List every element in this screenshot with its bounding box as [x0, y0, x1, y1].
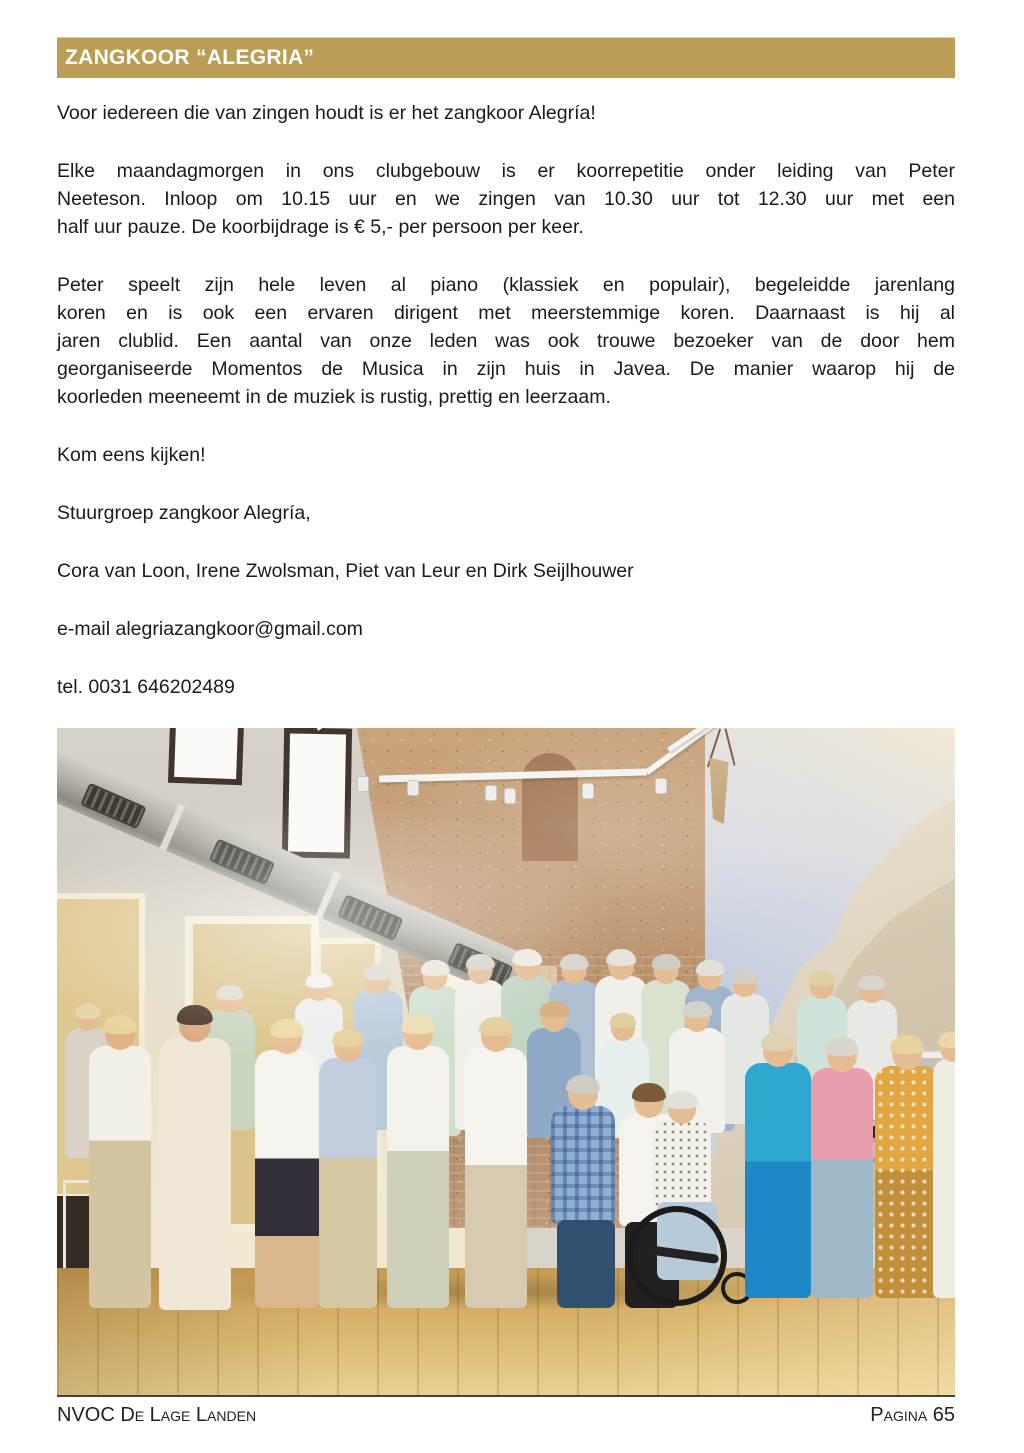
paragraph-email: [57, 615, 955, 643]
paragraph-steering: [57, 499, 955, 527]
person-figure: [811, 1068, 873, 1298]
person-legs: [557, 1220, 615, 1308]
paragraph-intro: [57, 99, 955, 127]
text-line: jaren clublid. Een aantal van onze leden was ook trouwe bezoeker van de door hem: [57, 330, 955, 352]
text-line: Neeteson. Inloop om 10.15 uur en we zingen van 10.30 uur tot 12.30 uur met een: [57, 188, 955, 210]
footer-page-number: Pagina 65: [870, 1404, 955, 1426]
paragraph-names: [57, 557, 955, 585]
section-header-bar: [57, 37, 955, 78]
text-line: Voor iedereen die van zingen houdt is er het zangkoor Alegría!: [57, 102, 596, 124]
text-line: Elke maandagmorgen in ons clubgebouw is er koorrepetitie onder leiding van Peter: [57, 160, 955, 182]
text-line: koorleden meeneemt in de muziek is rustig, prettig en leerzaam.: [57, 386, 611, 408]
person-figure: [465, 1048, 527, 1308]
text-line: georganiseerde Momentos de Musica in zijn huis in Javea. De manier waarop hij de: [57, 358, 955, 380]
person-figure: [875, 1066, 939, 1298]
text-line: half uur pauze. De koorbijdrage is € 5,- per persoon per keer.: [57, 216, 584, 238]
page-footer: [57, 1400, 955, 1432]
text-line: Kom eens kijken!: [57, 444, 206, 466]
text-line: tel. 0031 646202489: [57, 676, 235, 698]
choir-group-photo: [57, 728, 955, 1395]
choir-members: [57, 728, 955, 1395]
paragraph-rehearsal: [57, 157, 955, 241]
footer-publication-name: NVOC De Lage Landen: [57, 1404, 257, 1426]
text-line: Stuurgroep zangkoor Alegría,: [57, 502, 311, 524]
person-figure: [255, 1050, 319, 1308]
person-figure: [387, 1046, 449, 1308]
person-figure: [319, 1058, 377, 1308]
person-figure: [159, 1038, 231, 1310]
person-figure: [551, 1106, 615, 1224]
text-line: e-mail alegriazangkoor@gmail.com: [57, 618, 363, 640]
paragraph-invite: [57, 441, 955, 469]
person-figure: [745, 1063, 811, 1298]
text-line: koren en is ook een ervaren dirigent met meerstemmige koren. Daarnaast is hij al: [57, 302, 955, 324]
person-in-wheelchair: [653, 1120, 711, 1206]
paragraph-phone: [57, 673, 955, 701]
text-line: Peter speelt zijn hele leven al piano (klassiek en populair), begeleidde jarenlang: [57, 274, 955, 296]
person-figure: [89, 1046, 151, 1308]
article-body: [57, 99, 955, 731]
paragraph-peter: [57, 271, 955, 411]
person-figure: [933, 1058, 955, 1298]
text-line: Cora van Loon, Irene Zwolsman, Piet van Leur en Dirk Seijlhouwer: [57, 560, 634, 582]
section-title: ZANGKOOR “ALEGRIA”: [65, 46, 315, 69]
